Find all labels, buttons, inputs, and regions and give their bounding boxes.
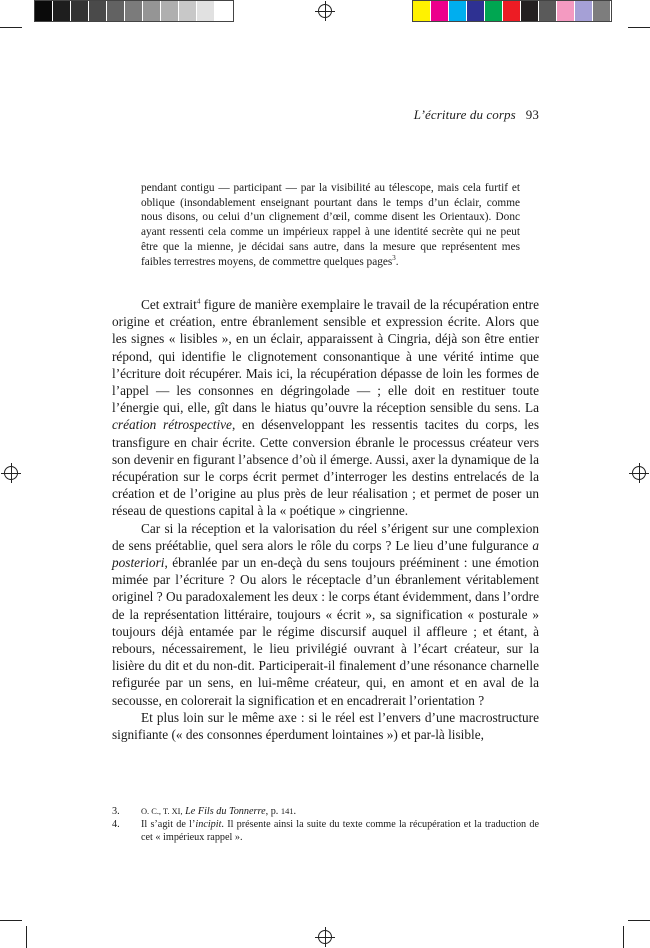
registration-mark-left	[4, 466, 18, 480]
color-swatch	[431, 1, 449, 21]
body-text	[112, 296, 539, 743]
footnote-4	[112, 818, 539, 844]
footnotes	[112, 805, 539, 845]
quote-text: pendant contigu — participant — par la visibilité au télescope, mais cela furtif et oblique (insondablement enseignant pourtant dans le temps d’un éclair, comme nous disons, ou celui d’un clignement d’œil, comme disent les Orientaux). Donc ayant ressenti cela comme un impérieux rappel à une identité secrète qui ne peut être que la mienne, je décidai sans autre, dans la mesure que représentent mes faibles terrestres moyens, de commettre quelques pages	[141, 182, 520, 268]
footnote-ref-3: 3	[392, 253, 396, 262]
text-run: Cet extrait	[141, 297, 197, 312]
page-number: 93	[525, 107, 539, 122]
color-swatch	[503, 1, 521, 21]
emphasis: incipit	[195, 819, 222, 831]
text-run: Il s’agit de l’	[141, 819, 196, 831]
citation-page: 141	[280, 807, 294, 816]
footnote-text	[141, 805, 539, 818]
crop-mark	[26, 926, 27, 948]
gray-swatch	[89, 1, 107, 21]
text-run: , en désenveloppant les ressentis tacites du corps, les transfigure en chair écrite. Cette conversion ébranle le processus créateur vers son devenir en figurant l’absence d’où il émerge. Aussi, axer la dynamique de la récupération sur le corps écrit permet d’interroger les destins entrelacés de la création et de l’origine au plus près de leur réalisation ; et permet de poser un réseau de questions capital à la « poétique » cingrienne.	[112, 417, 539, 519]
grayscale-color-bar	[34, 0, 234, 22]
footnote-ref-4: 4	[196, 297, 201, 306]
registration-mark-right	[632, 466, 646, 480]
color-swatch	[413, 1, 431, 21]
color-swatch	[575, 1, 593, 21]
gray-swatch	[35, 1, 53, 21]
citation-abbr: O. C., T. XI,	[141, 807, 183, 816]
crop-mark	[628, 920, 650, 921]
footnote-text	[141, 818, 539, 844]
text-run: Car si la réception et la valorisation du réel s’érigent sur une complexion de sens préétablie, quel sera alors le rôle du corps ? Le lieu d’une fulgurance	[112, 520, 539, 553]
running-header	[112, 107, 539, 123]
color-swatch	[539, 1, 557, 21]
gray-swatch	[179, 1, 197, 21]
gray-swatch	[197, 1, 215, 21]
color-swatch	[449, 1, 467, 21]
text-run: , ébranlée par un en-deçà du sens toujours prééminent : une émotion mimée par l’écriture ? Ou alors le réceptacle d’un ébranlement véritablement originel ? Ou paradoxalement les deux : le corps étant évidemment, dans l’ordre de la représentation littéraire, toujours « écrit », sa signification « posturale » toujours déjà entamée par le régime discursif auquel il affleure ; et étant, à rebours, nécessairement, le lieu privilégié ouvrant à l’écart créateur, sur la lisière du dit et du non-dit. Participerait-il finalement d’une résonance charnelle refigurée par un sens, en lui-même créateur, qui, en amont et en aval de la secousse, en colorerait la signification et en encadrerait l’orientation ?	[112, 555, 539, 708]
color-swatch	[485, 1, 503, 21]
emphasis: création rétrospective	[112, 417, 232, 433]
registration-mark-top	[318, 4, 332, 18]
gray-swatch	[125, 1, 143, 21]
color-swatch	[557, 1, 575, 21]
color-swatch	[593, 1, 611, 21]
crop-mark	[0, 27, 22, 28]
gray-swatch	[143, 1, 161, 21]
paragraph	[112, 520, 539, 709]
gray-swatch	[71, 1, 89, 21]
crop-mark	[0, 920, 22, 921]
gray-swatch	[161, 1, 179, 21]
registration-mark-bottom	[318, 930, 332, 944]
process-color-bar	[412, 0, 612, 22]
emphasis: a posteriori	[112, 537, 539, 571]
crop-mark	[628, 27, 650, 28]
color-swatch	[467, 1, 485, 21]
footnote-3	[112, 805, 539, 818]
footnote-number: 3.	[112, 806, 120, 817]
gray-swatch	[53, 1, 71, 21]
text-run: . Il présente ainsi la suite du texte comme la récupération et la traduction de cet « impérieux rappel ».	[141, 819, 539, 844]
paragraph	[112, 296, 539, 520]
color-swatch	[521, 1, 539, 21]
citation-page-label: , p.	[265, 806, 281, 817]
paragraph	[112, 709, 539, 743]
block-quote: pendant contigu — participant — par la visibilité au télescope, mais cela furtif et oblique (insondablement enseignant pourtant dans le temps d’un éclair, comme nous disons, ou celui d’un clignement d’œil, comme disent les Orientaux). Donc ayant ressenti cela comme un impérieux rappel à une identité secrète qui ne peut être que la mienne, je décidai sans autre, dans la mesure que représentent mes faibles terrestres moyens, de commettre quelques pages$^3$.	[141, 182, 520, 268]
text-run: figure de manière exemplaire le travail de la récupération entre origine et création, entre ébranlement sensible et expression écrite. Alors que les signes « lisibles », en un éclair, apparaissent à Cingria, déjà son être entier répond, qui identifie le clignotement consonantique à une vérité intime que l’écriture doit récupérer. Mais ici, la récupération dépasse de loin les formes de l’appel — les consonnes en dégringolade — ; elle doit en restituer toute l’énergie qui, elle, gît dans le hiatus qu’ouvre la réception sensible du sens. La	[112, 297, 539, 416]
gray-swatch	[107, 1, 125, 21]
citation-end: .	[293, 806, 296, 817]
gray-swatch	[215, 1, 233, 21]
citation-title: Le Fils du Tonnerre	[185, 806, 266, 817]
crop-mark	[623, 926, 624, 948]
running-title: L’écriture du corps	[413, 107, 516, 122]
footnote-number: 4.	[112, 819, 120, 831]
text-run: Et plus loin sur le même axe : si le réel est l’envers d’une macrostructure signifiante (« des consonnes éperdument lointaines ») et par-là lisible,	[112, 709, 539, 743]
